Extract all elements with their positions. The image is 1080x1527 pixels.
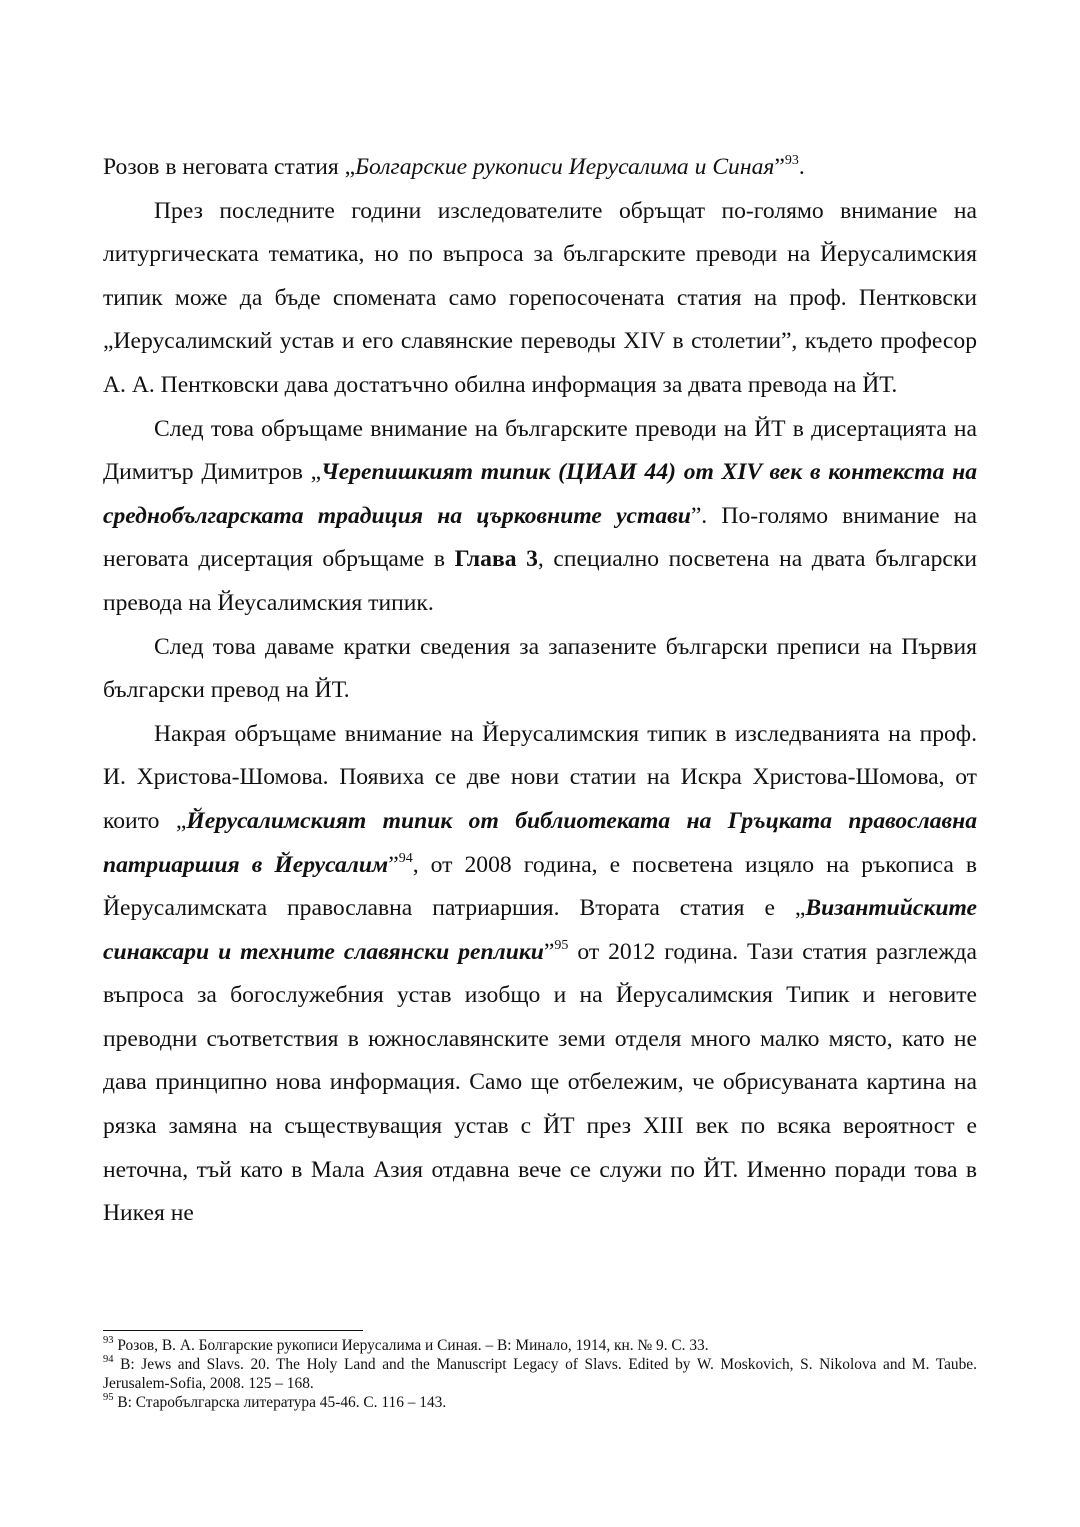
- text-segment: ”: [774, 154, 785, 180]
- paragraph: [103, 408, 977, 626]
- text-segment: , от 2008 година, е посветена изцяло на ръкописа в Йерусалимската православна патриаршия. Втората статия е „: [103, 851, 977, 922]
- footnote-ref: 95: [554, 937, 569, 953]
- footnote-separator: [103, 1330, 363, 1331]
- text-segment: Глава 3: [454, 546, 538, 573]
- text-segment: ”: [543, 938, 555, 965]
- footnote: [103, 1355, 977, 1393]
- footnote-number: 95: [103, 1391, 114, 1403]
- footnote-number: 93: [103, 1334, 114, 1346]
- text-segment: Йерусалимският типик от библиотеката на Гръцката православна патриаршия в Йерусалим: [103, 807, 977, 878]
- footnote-text: Розов, В. А. Болгарские рукописи Иерусалима и Синая. – В: Минало, 1914, кн. № 9. С. 33.: [113, 1337, 709, 1354]
- footnote-ref: 94: [398, 850, 413, 866]
- body-text: [103, 146, 977, 1236]
- footnote-ref: 93: [784, 153, 799, 169]
- text-segment: ”: [388, 851, 399, 878]
- text-segment: .: [798, 154, 805, 180]
- paragraph: [103, 146, 977, 190]
- paragraph: [103, 190, 977, 408]
- footnote-number: 94: [103, 1353, 114, 1365]
- text-segment: Накрая обръщаме внимание на Йерусалимския типик в изследванията на проф. И. Христова-Шомова. Появиха се две нови статии на Искра Христова-Шомова, от които „: [103, 720, 977, 834]
- text-segment: След това даваме кратки сведения за запазените български преписи на Първия български превод на ЙТ.: [103, 633, 977, 704]
- text-segment: След това обръщаме внимание на българските преводи на ЙТ в дисертацията на Димитър Димитров „: [103, 415, 977, 486]
- text-segment: ”. По-голямо внимание на неговата дисертация обръщаме в: [103, 502, 977, 573]
- footnote-text: В: Старобългарска литература 45-46. С. 116 – 143.: [113, 1394, 447, 1411]
- text-segment: от 2012 година. Тази статия разглежда въпроса за богослужебния устав изобщо и на Йерусалимския Типик и неговите преводни съответствия в южнославянските земи отделя много малко място, като не дава принципно нова информация. Само ще отбележим, че обрисуваната картина на рязка замяна на съществуващия устав с ЙТ през XIII век по всяка вероятност е неточна, тъй като в Мала Азия отдавна вече се служи по ЙТ. Именно поради това в Никея не: [103, 938, 978, 1227]
- paragraph: [103, 626, 977, 713]
- text-segment: Розов в неговата статия „: [103, 154, 356, 180]
- text-segment: Болгарские рукописи Иерусалима и Синая: [355, 154, 775, 180]
- footnote-text: В: Jews and Slavs. 20. The Holy Land and the Manuscript Legacy of Slavs. Edited by W. Moskovich, S. Nikolova and M. Taube. Jerusalem-Sofia, 2008. 125 – 168.: [103, 1356, 977, 1392]
- footnotes: [103, 1336, 977, 1412]
- text-segment: Византийските синаксари и техните славянски реплики: [103, 895, 977, 965]
- footnote: [103, 1393, 977, 1412]
- footnote: [103, 1336, 977, 1355]
- paragraph: [103, 713, 977, 1236]
- text-segment: През последните години изследователите обръщат по-голямо внимание на литургическата тематика, но по въпроса за българските преводи на Йерусалимския типик може да бъде спомената само горепосочената статия на проф. Пентковски „Иерусалимский устав и его славянские переводы XIV в столетии”, където професор А. А. Пентковски дава достатъчно обилна информация за двата превода на ЙТ.: [103, 197, 977, 398]
- text-segment: Черепишкият типик (ЦИАИ 44) от XIV век в контекста на среднобългарската традиция на църковните устави: [103, 459, 977, 529]
- text-segment: , специално посветена на двата български превода на Йеусалимския типик.: [103, 546, 977, 616]
